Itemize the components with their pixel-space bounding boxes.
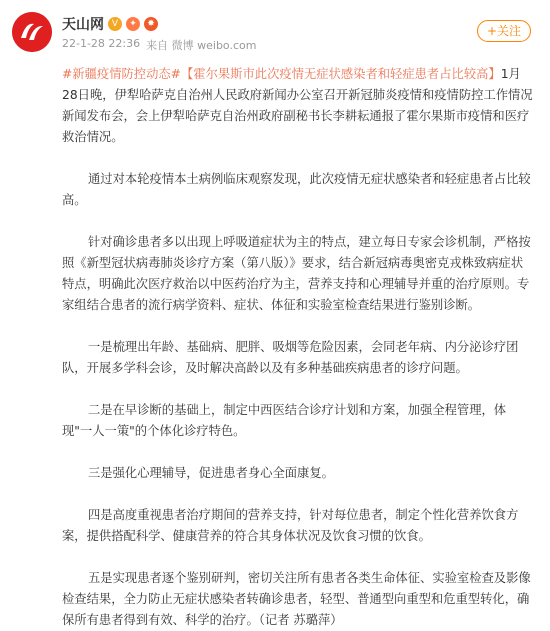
- post-time[interactable]: 22-1-28 22:36: [62, 37, 141, 50]
- paragraph: 二是在早诊断的基础上，制定中西医结合诊疗计划和方案，加强全程管理，体现"一人一策"的个体化诊疗特色。: [62, 403, 507, 438]
- follow-button[interactable]: +关注: [477, 20, 531, 42]
- paragraph: 四是高度重视患者治疗期间的营养支持，针对每位患者，制定个性化营养饮食方案，提供搭配科学、健康营养的符合其身体状况及饮食习惯的饮食。: [62, 508, 519, 543]
- paragraph: 一是梳理出年龄、基础病、肥胖、吸烟等危险因素，会同老年病、内分泌诊疗团队，开展多学科会诊，及时解决高龄以及有多种基础疾病患者的诊疗问题。: [62, 340, 519, 375]
- fire-badge-icon: ✸: [144, 17, 158, 31]
- verified-badge-icon: V: [108, 17, 122, 31]
- avatar[interactable]: [12, 12, 52, 52]
- paragraph: 通过对本轮疫情本土病例临床观察发现，此次疫情无症状感染者和轻症患者占比较高。: [62, 172, 531, 207]
- paragraph: 五是实现患者逐个鉴别研判，密切关注所有患者各类生命体征、实验室检查及影像检查结果，全力防止无症状感染者转确诊患者，轻型、普通型向重型和危重型转化，确保所有患者得到有效、科学的治疗。（记者 苏璐萍）: [62, 571, 531, 627]
- title-link[interactable]: 【霍尔果斯市此次疫情无症状感染者和轻症患者占比较高】: [180, 67, 501, 81]
- post-meta: [62, 37, 262, 53]
- post-intro: [62, 64, 534, 148]
- post-source: 来自 微博 weibo.com: [146, 39, 257, 52]
- author-row: [62, 14, 158, 34]
- hashtag-link[interactable]: #新疆疫情防控动态#: [62, 67, 181, 81]
- post-header: [0, 0, 550, 62]
- author-name[interactable]: 天山网: [62, 17, 104, 33]
- fan-badge-icon: ✦: [126, 17, 140, 31]
- paragraph: 针对确诊患者多以出现上呼吸道症状为主的特点，建立每日专家会诊机制，严格按照《新型冠状病毒肺炎诊疗方案（第八版）》要求，结合新冠病毒奥密克戎株致病症状特点，明确此次医疗救治以中医药治疗为主，营养支持和心理辅导并重的治疗原则。专家组结合患者的流行病学资料、症状、体征和实验室检查结果进行鉴别诊断。: [62, 235, 531, 312]
- tianshan-logo-icon: [12, 12, 52, 52]
- paragraph: 三是强化心理辅导，促进患者身心全面康复。: [88, 466, 334, 480]
- post-body: [62, 64, 534, 631]
- intro-text: 1月28日晚，伊犁哈萨克自治州人民政府新闻办公室召开新冠肺炎疫情和疫情防控工作情况新闻发布会，会上伊犁哈萨克自治州政府副秘书长李耕耘通报了霍尔果斯市疫情和医疗救治情况。: [62, 67, 533, 144]
